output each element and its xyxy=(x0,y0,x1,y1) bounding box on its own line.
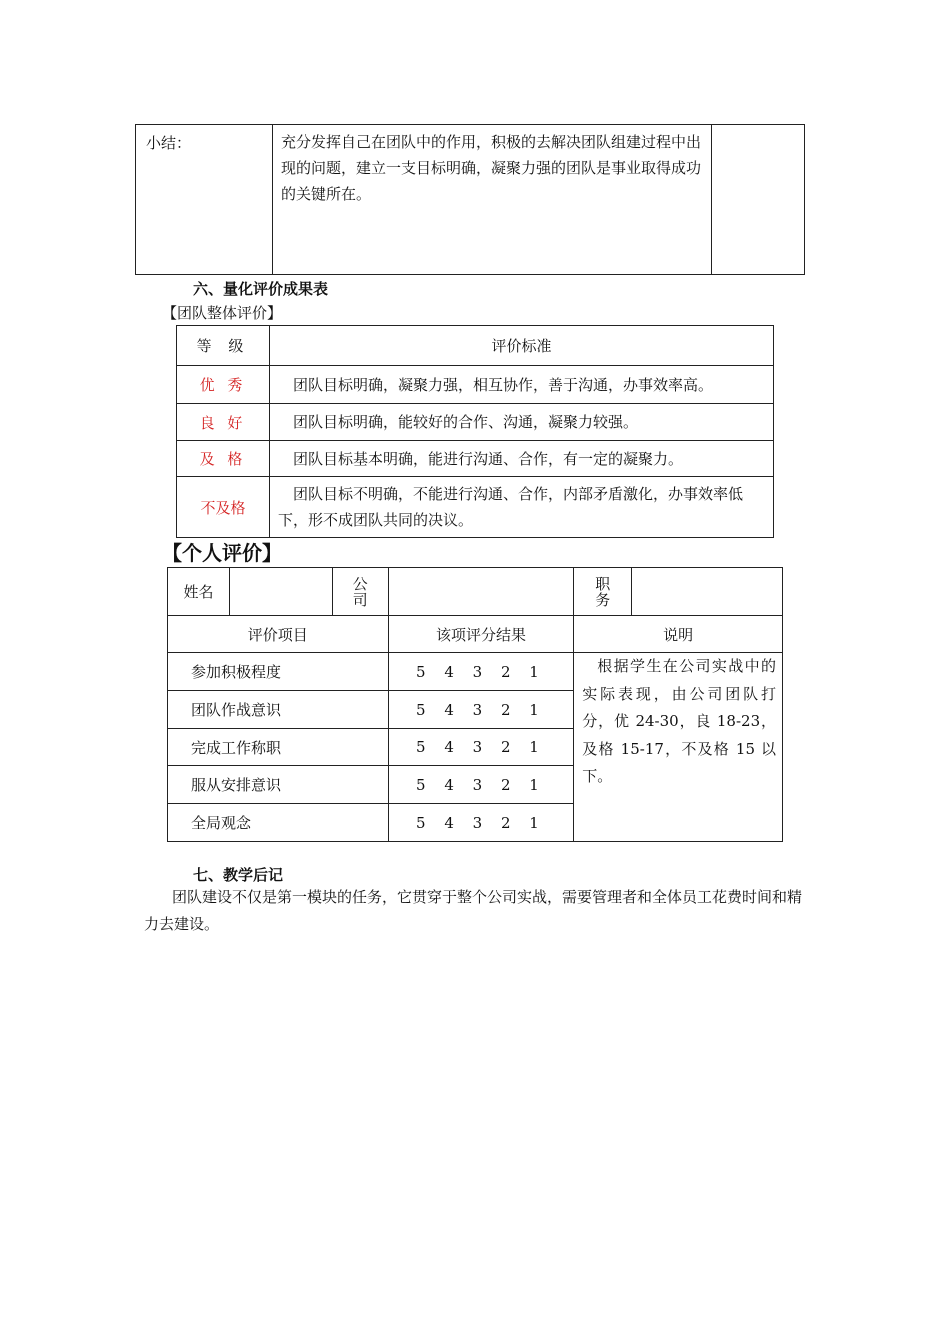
summary-table xyxy=(135,124,805,275)
team-row xyxy=(177,366,774,404)
section-7-heading: 七、教学后记 xyxy=(193,866,284,884)
column-header-item: 评价项目 xyxy=(168,616,389,653)
position-label-line-1: 职 xyxy=(595,574,611,593)
evaluation-item: 全局观念 xyxy=(168,804,389,842)
team-row xyxy=(177,477,774,538)
evaluation-score: 5 4 3 2 1 xyxy=(388,729,574,766)
evaluation-item: 团队作战意识 xyxy=(168,691,389,729)
summary-empty-cell xyxy=(711,125,804,275)
personal-evaluation-title: 【个人评价】 xyxy=(162,541,282,565)
team-standard: 团队目标不明确，不能进行沟通、合作，内部矛盾激化，办事效率低下，形不成团队共同的决议。 xyxy=(270,477,774,538)
position-label xyxy=(574,568,632,616)
name-label: 姓名 xyxy=(168,568,230,616)
personal-evaluation-table xyxy=(167,567,783,842)
team-level: 不及格 xyxy=(177,477,270,538)
section-6-heading: 六、量化评价成果表 xyxy=(193,280,329,298)
team-row xyxy=(177,404,774,441)
evaluation-score: 5 4 3 2 1 xyxy=(388,766,574,804)
summary-label: 小结： xyxy=(136,125,273,275)
column-header-note: 说明 xyxy=(574,616,783,653)
evaluation-item: 完成工作称职 xyxy=(168,729,389,766)
company-label-line-1: 公 xyxy=(352,574,368,593)
team-header-standard: 评价标准 xyxy=(270,326,774,366)
evaluation-item: 参加积极程度 xyxy=(168,653,389,691)
evaluation-score: 5 4 3 2 1 xyxy=(388,691,574,729)
position-label-line-2: 务 xyxy=(595,590,611,609)
company-label xyxy=(332,568,388,616)
teaching-notes-paragraph: 团队建设不仅是第一模块的任务，它贯穿于整个公司实战，需要管理者和全体员工花费时间和精力去建设。 xyxy=(144,888,803,933)
team-standard: 团队目标基本明确，能进行沟通、合作，有一定的凝聚力。 xyxy=(270,441,774,477)
team-evaluation-table xyxy=(176,325,774,538)
team-level: 及 格 xyxy=(177,441,270,477)
name-value xyxy=(229,568,332,616)
evaluation-score: 5 4 3 2 1 xyxy=(388,653,574,691)
company-value xyxy=(388,568,574,616)
position-value xyxy=(632,568,783,616)
team-level: 优 秀 xyxy=(177,366,270,404)
column-header-result: 该项评分结果 xyxy=(388,616,574,653)
summary-text: 充分发挥自己在团队中的作用，积极的去解决团队组建过程中出现的问题，建立一支目标明确，凝聚力强的团队是事业取得成功的关键所在。 xyxy=(273,125,712,275)
evaluation-score: 5 4 3 2 1 xyxy=(388,804,574,842)
team-row xyxy=(177,441,774,477)
team-standard: 团队目标明确，凝聚力强，相互协作，善于沟通，办事效率高。 xyxy=(270,366,774,404)
evaluation-note: 根据学生在公司实战中的实际表现，由公司团队打分，优 24-30，良 18-23，及格 15-17，不及格 15 以下。 xyxy=(574,653,783,842)
company-label-line-2: 司 xyxy=(352,590,368,609)
team-evaluation-title: 【团队整体评价】 xyxy=(162,304,283,322)
table-row xyxy=(168,653,783,691)
team-header-level: 等 级 xyxy=(177,326,270,366)
team-standard: 团队目标明确，能较好的合作、沟通，凝聚力较强。 xyxy=(270,404,774,441)
evaluation-item: 服从安排意识 xyxy=(168,766,389,804)
team-level: 良 好 xyxy=(177,404,270,441)
